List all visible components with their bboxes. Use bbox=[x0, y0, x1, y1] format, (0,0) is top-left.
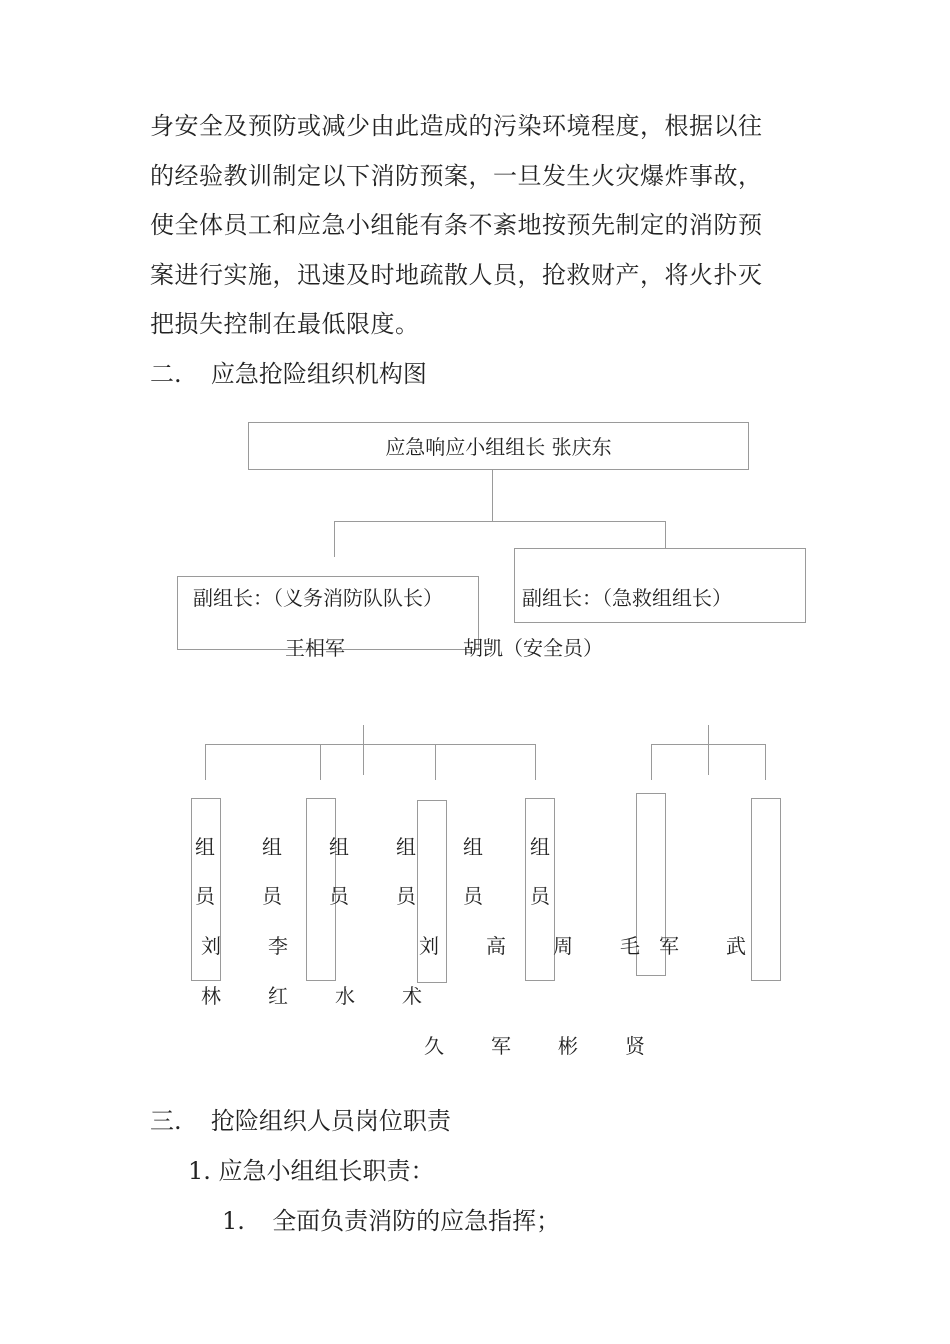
section-2-heading bbox=[150, 359, 427, 389]
leader-label: 应急响应小组组长 张庆东 bbox=[385, 435, 612, 459]
member-name-char: 彬 bbox=[558, 1034, 578, 1058]
duty-item-1-text: 全面负责消防的应急指挥； bbox=[272, 1207, 561, 1235]
left-drop-4 bbox=[535, 744, 536, 780]
member-name-char: 术 bbox=[402, 984, 422, 1008]
paragraph-line-1: 身安全及预防或减少由此造成的污染环境程度，根据以往 bbox=[150, 112, 763, 140]
member-char-zu: 组 bbox=[195, 835, 215, 859]
member-name-char: 刘 bbox=[201, 934, 221, 958]
right-drop-2 bbox=[765, 744, 766, 780]
member-char-yuan: 员 bbox=[329, 884, 349, 908]
member-name-char: 周 bbox=[553, 934, 573, 958]
member-char-zu: 组 bbox=[262, 835, 282, 859]
right-deputy-name: 胡凯（安全员） bbox=[463, 636, 603, 660]
connector-right-drop bbox=[665, 521, 666, 548]
connector-left-drop bbox=[334, 521, 335, 557]
member-name-char: 军 bbox=[659, 934, 679, 958]
section-2-number: 二. bbox=[150, 360, 182, 388]
section-3-title: 抢险组织人员岗位职责 bbox=[210, 1107, 451, 1135]
member-name-char: 高 bbox=[486, 934, 506, 958]
left-drop-2 bbox=[320, 744, 321, 780]
member-char-yuan: 员 bbox=[463, 884, 483, 908]
member-name-char: 贤 bbox=[625, 1034, 645, 1058]
member-char-zu: 组 bbox=[329, 835, 349, 859]
member-char-zu: 组 bbox=[530, 835, 550, 859]
member-name-char: 毛 bbox=[620, 934, 640, 958]
member-char-yuan: 员 bbox=[195, 884, 215, 908]
section-3-heading bbox=[150, 1106, 451, 1136]
duty-item-1 bbox=[222, 1206, 560, 1236]
right-deputy-label: 副组长：（急救组组长） bbox=[522, 586, 732, 610]
member-char-yuan: 员 bbox=[396, 884, 416, 908]
member-char-zu: 组 bbox=[463, 835, 483, 859]
paragraph-line-5: 把损失控制在最低限度。 bbox=[150, 310, 420, 338]
left-group-bar bbox=[205, 744, 535, 745]
member-name-char: 武 bbox=[726, 934, 746, 958]
member-name-char: 水 bbox=[335, 984, 355, 1008]
subsection-1-number: 1. bbox=[188, 1157, 211, 1185]
member-name-char: 军 bbox=[491, 1034, 511, 1058]
member-char-yuan: 员 bbox=[262, 884, 282, 908]
subsection-1-heading bbox=[188, 1156, 435, 1186]
member-char-yuan: 员 bbox=[530, 884, 550, 908]
left-drop-3 bbox=[435, 744, 436, 780]
left-deputy-name: 王相军 bbox=[285, 636, 345, 660]
section-2-title: 应急抢险组织机构图 bbox=[210, 360, 427, 388]
connector-vertical-top bbox=[492, 470, 493, 522]
member-name-char: 久 bbox=[424, 1034, 444, 1058]
left-group-stem bbox=[363, 725, 364, 775]
paragraph-line-3: 使全体员工和应急小组能有条不紊地按预先制定的消防预 bbox=[150, 211, 763, 239]
subsection-1-title: 应急小组组长职责： bbox=[218, 1157, 435, 1185]
left-drop-1 bbox=[205, 744, 206, 780]
right-group-bar bbox=[651, 744, 766, 745]
left-deputy-label: 副组长：（义务消防队队长） bbox=[193, 586, 443, 610]
paragraph-line-4: 案进行实施，迅速及时地疏散人员，抢救财产，将火扑灭 bbox=[150, 261, 763, 289]
member-name-char: 红 bbox=[268, 984, 288, 1008]
member-name-char: 刘 bbox=[419, 934, 439, 958]
member-box-6 bbox=[751, 798, 781, 981]
paragraph-line-2: 的经验教训制定以下消防预案，一旦发生火灾爆炸事故， bbox=[150, 162, 763, 190]
right-group-stem bbox=[708, 725, 709, 775]
duty-item-1-number: 1. bbox=[222, 1207, 245, 1235]
member-char-zu: 组 bbox=[396, 835, 416, 859]
right-drop-1 bbox=[651, 744, 652, 780]
member-name-char: 林 bbox=[201, 984, 221, 1008]
member-name-char: 李 bbox=[268, 934, 288, 958]
connector-horizontal-top bbox=[334, 521, 665, 522]
section-3-number: 三. bbox=[150, 1107, 182, 1135]
